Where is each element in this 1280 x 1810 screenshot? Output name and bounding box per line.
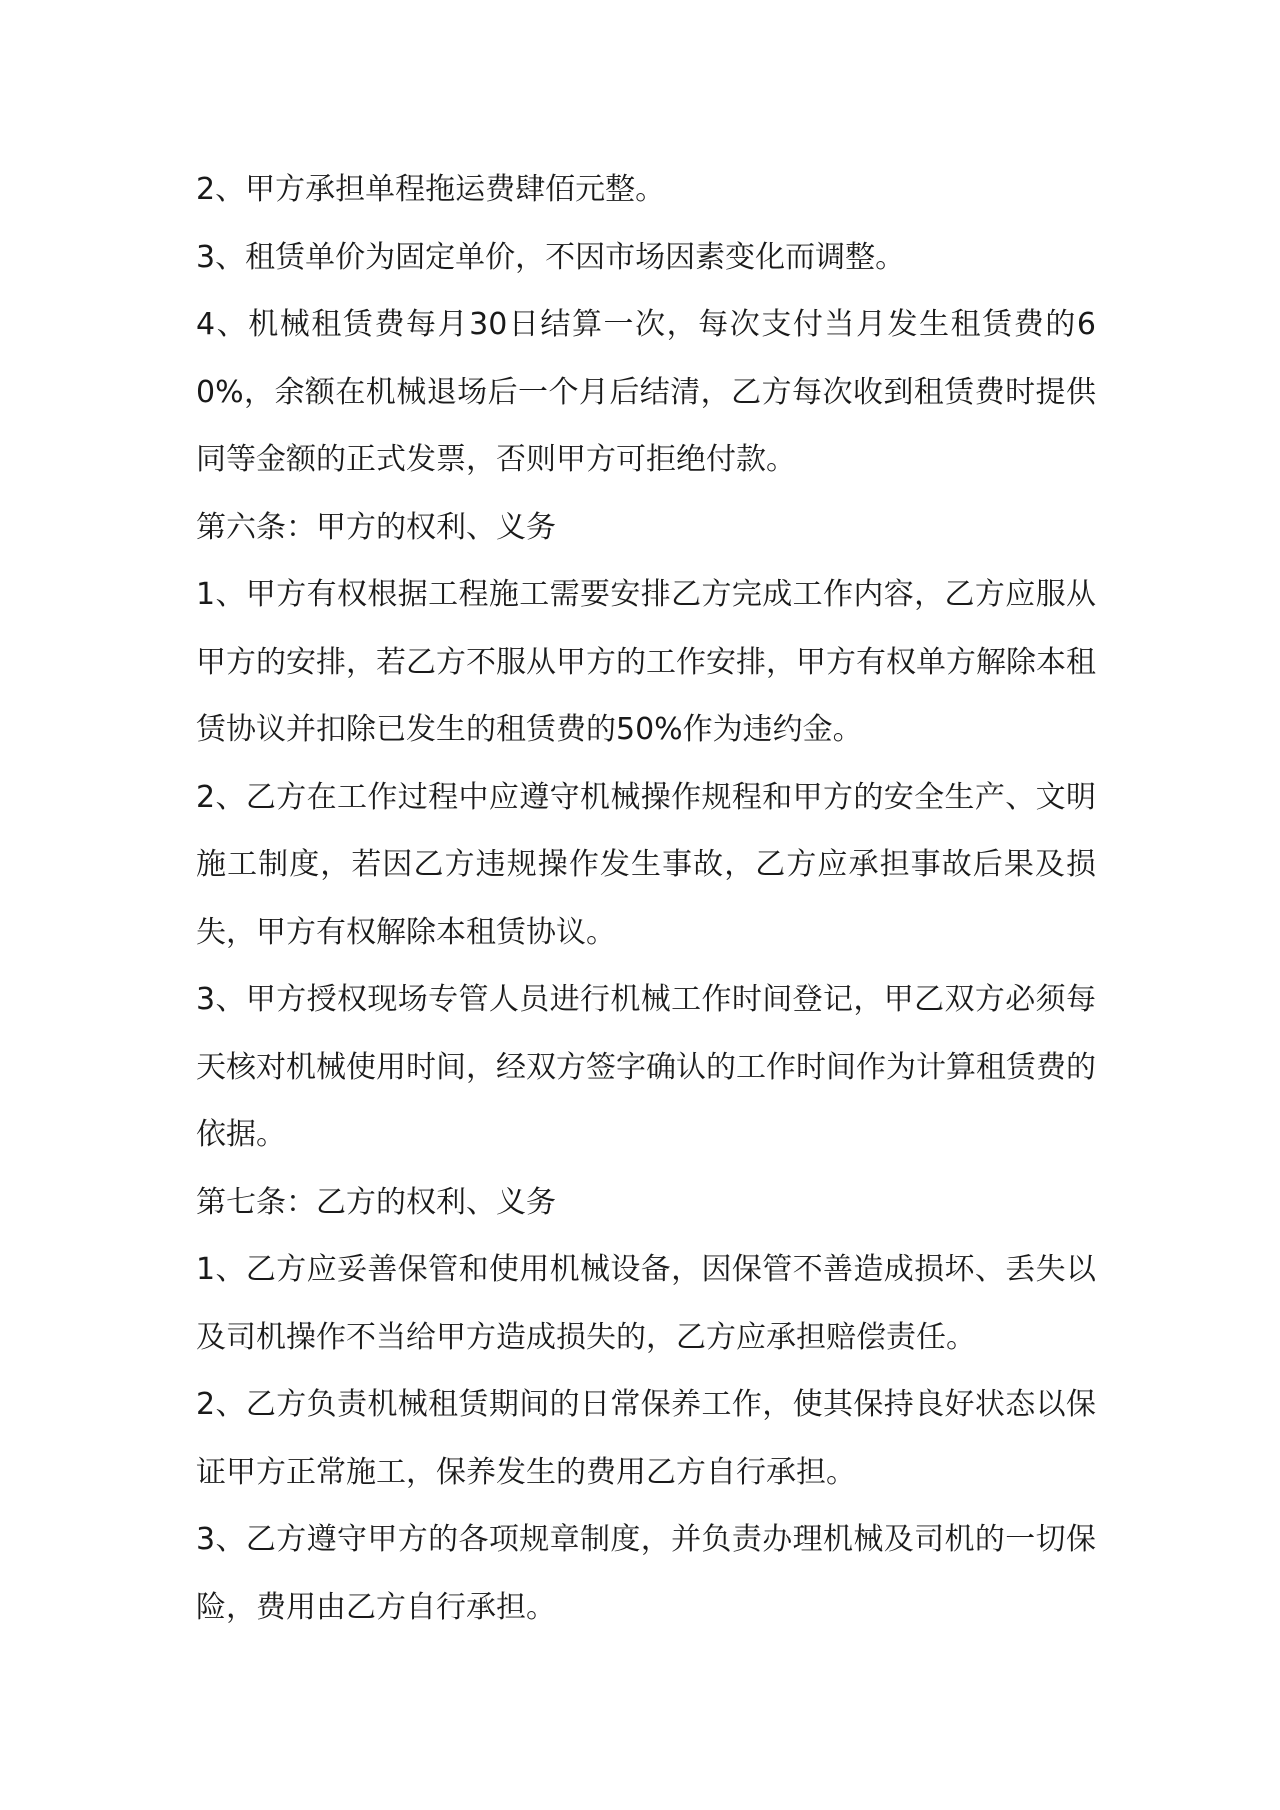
- clause-5-item-2: 2、甲方承担单程拖运费肆佰元整。: [196, 172, 666, 207]
- clause-5-item-4: 4、机械租赁费每月30日结算一次，每次支付当月发生租赁费的60%，余额在机械退场后一个月后结清，乙方每次收到租赁费时提供同等金额的正式发票，否则甲方可拒绝付款。: [196, 307, 1096, 477]
- section-heading-article-7: 第七条：乙方的权利、义务: [196, 1184, 556, 1220]
- section-heading-article-6: 第六条：甲方的权利、义务: [196, 509, 556, 545]
- clause-6-item-1: 1、甲方有权根据工程施工需要安排乙方完成工作内容，乙方应服从甲方的安排，若乙方不服从甲方的工作安排，甲方有权单方解除本租赁协议并扣除已发生的租赁费的50%作为违约金。: [196, 577, 1096, 747]
- clause-7-item-1: 1、乙方应妥善保管和使用机械设备，因保管不善造成损坏、丢失以及司机操作不当给甲方造成损失的，乙方应承担赔偿责任。: [196, 1252, 1096, 1355]
- clause-6-item-2: 2、乙方在工作过程中应遵守机械操作规程和甲方的安全生产、文明施工制度，若因乙方违规操作发生事故，乙方应承担事故后果及损失，甲方有权解除本租赁协议。: [196, 779, 1096, 950]
- clause-6-item-3: 3、甲方授权现场专管人员进行机械工作时间登记，甲乙双方必须每天核对机械使用时间，经双方签字确认的工作时间作为计算租赁费的依据。: [196, 982, 1096, 1152]
- clause-7-item-3: 3、乙方遵守甲方的各项规章制度，并负责办理机械及司机的一切保险，费用由乙方自行承担。: [196, 1522, 1096, 1625]
- clause-5-item-3: 3、租赁单价为固定单价，不因市场因素变化而调整。: [196, 239, 906, 275]
- document-body: [196, 156, 1096, 1641]
- clause-7-item-2: 2、乙方负责机械租赁期间的日常保养工作，使其保持良好状态以保证甲方正常施工，保养发生的费用乙方自行承担。: [196, 1387, 1096, 1490]
